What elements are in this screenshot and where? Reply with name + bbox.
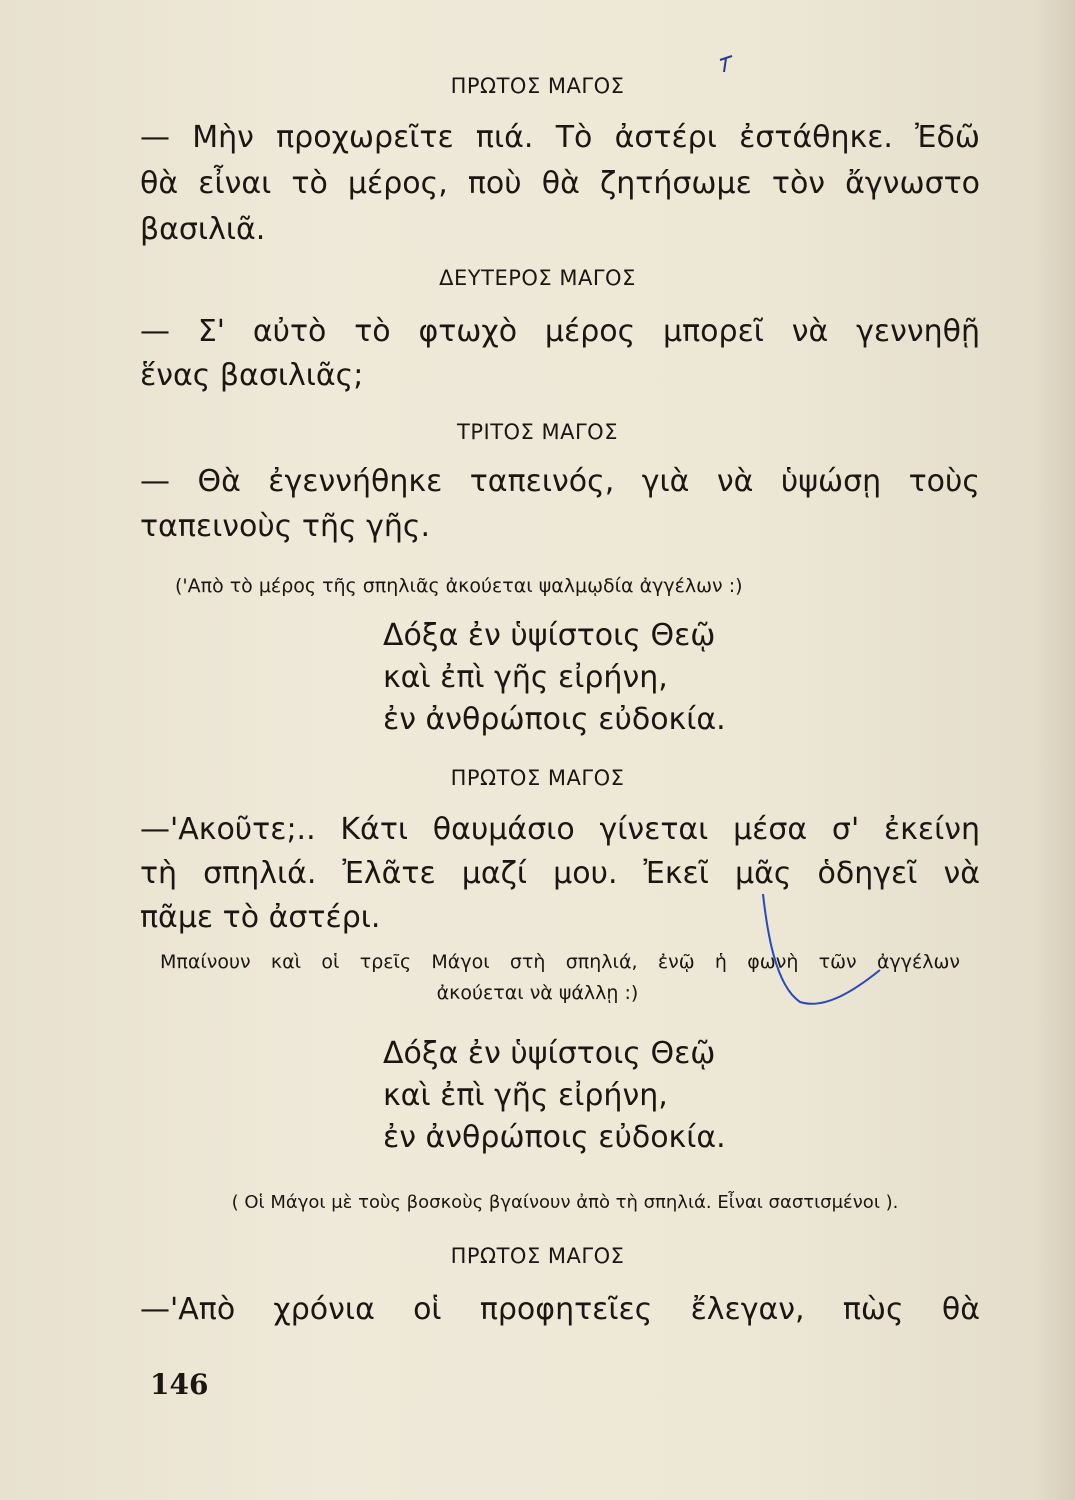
speaker-heading: ΔΕΥΤΕΡΟΣ ΜΑΓΟΣ [439,266,636,290]
hymn-verse-line: Δόξα ἐν ὑψίστοις Θεῷ [383,618,716,653]
stage-direction: ( Οἱ Μάγοι μὲ τοὺς βοσκοὺς βγαίνουν ἀπὸ τὴ σπηλιά. Εἶναι σαστισμένοι ). [231,1192,899,1213]
dialogue-line: ἕνας βασιλιᾶς; [140,358,364,393]
page-number: 146 [150,1368,209,1401]
stage-direction: ἀκούεται νὰ ψάλλῃ :) [436,982,639,1004]
speaker-heading: ΠΡΩΤΟΣ ΜΑΓΟΣ [450,1244,625,1268]
speaker-heading: ΠΡΩΤΟΣ ΜΑΓΟΣ [450,766,625,790]
pen-curve-mark [755,890,895,1020]
dialogue-line: βασιλιᾶ. [140,212,266,247]
dialogue-line: πᾶμε τὸ ἀστέρι. [140,900,381,935]
page-edge-shadow [1035,0,1075,1500]
stage-direction: Μπαίνουν καὶ οἱ τρεῖς Μάγοι στὴ σπηλιά, ἐνῷ ἡ φωνὴ τῶν ἀγγέλων [160,951,960,973]
dialogue-line: — Μὴν προχωρεῖτε πιά. Τὸ ἀστέρι ἐστάθηκε. Ἐδῶ [140,120,980,155]
dialogue-line: — Θὰ ἐγεννήθηκε ταπεινός, γιὰ νὰ ὑψώσῃ τοὺς [140,464,980,499]
hymn-verse-line: ἐν ἀνθρώποις εὐδοκία. [383,1120,726,1155]
speaker-heading: ΤΡΙΤΟΣ ΜΑΓΟΣ [457,420,618,444]
hymn-verse-line: Δόξα ἐν ὑψίστοις Θεῷ [383,1036,716,1071]
hymn-verse-line: ἐν ἀνθρώποις εὐδοκία. [383,702,726,737]
dialogue-line: τὴ σπηλιά. Ἐλᾶτε μαζί μου. Ἐκεῖ μᾶς ὁδηγεῖ νὰ [140,856,980,891]
hymn-verse-line: καὶ ἐπὶ γῆς εἰρήνη, [383,660,668,695]
dialogue-line: ταπεινοὺς τῆς γῆς. [140,509,431,544]
hymn-verse-line: καὶ ἐπὶ γῆς εἰρήνη, [383,1078,668,1113]
stage-direction: ('Απὸ τὸ μέρος τῆς σπηλιᾶς ἀκούεται ψαλμῳδία ἀγγέλων :) [175,575,743,597]
dialogue-line: —'Απὸ χρόνια οἱ προφητεῖες ἔλεγαν, πὼς θὰ [140,1292,980,1327]
speaker-heading: ΠΡΩΤΟΣ ΜΑΓΟΣ [450,74,625,98]
pen-tick-mark [710,50,740,80]
dialogue-line: — Σ' αὐτὸ τὸ φτωχὸ μέρος μπορεῖ νὰ γεννηθῇ [140,314,980,349]
dialogue-line: θὰ εἶναι τὸ μέρος, ποὺ θὰ ζητήσωμε τὸν ἄγνωστο [140,166,980,201]
dialogue-line: —'Ακοῦτε;.. Κάτι θαυμάσιο γίνεται μέσα σ' ἐκείνη [140,812,980,847]
